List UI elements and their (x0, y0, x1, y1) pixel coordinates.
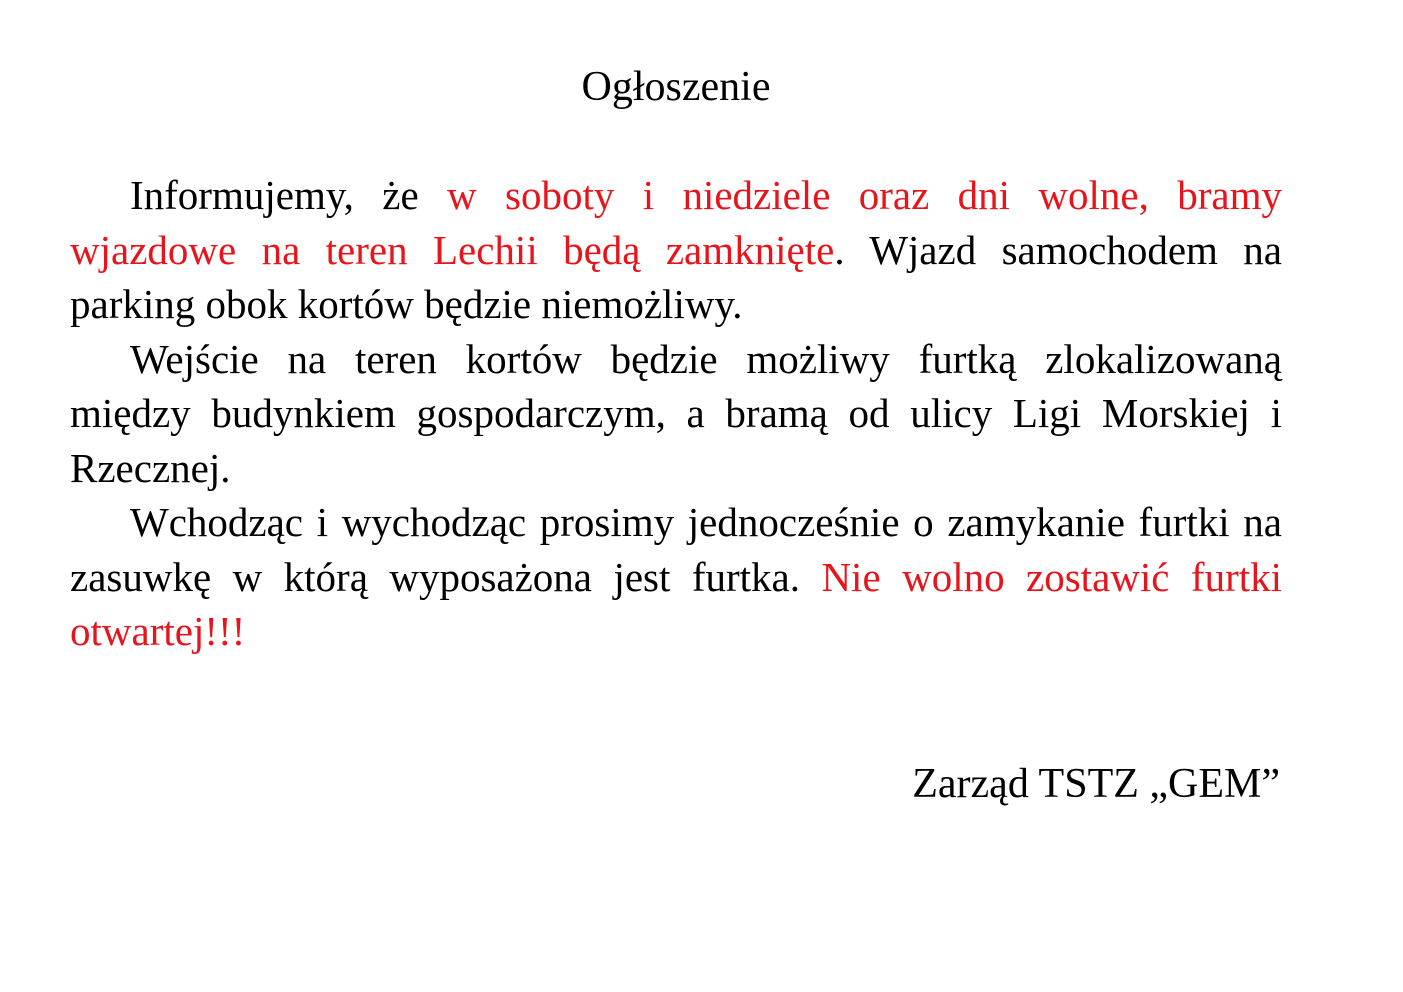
paragraph-closure-intro: Informujemy, że (130, 172, 448, 218)
signature: Zarząd TSTZ „GEM” (912, 761, 1280, 807)
paragraph-entrance-text: Wejście na teren kortów będzie możliwy furtką zlokalizowaną między budynkiem gospodarczym, a bramą od ulicy Ligi Morskiej i Rzecznej. (70, 335, 1282, 491)
paragraph-gate (70, 495, 1282, 659)
paragraph-closure-rest: . Wjazd samochodem na parking obok kortów będzie niemożliwy. (70, 226, 1282, 327)
page-title: Ogłoszenie (581, 64, 771, 110)
gate-warning: Nie wolno zostawić furtki otwartej!!! (70, 553, 1283, 654)
paragraph-entrance (70, 332, 1282, 496)
paragraph-gate-text: Wchodząc i wychodząc prosimy jednocześnie o zamykanie furtki na zasuwkę w którą wyposażona jest furtka. (70, 499, 1282, 600)
paragraph-closure (70, 168, 1282, 332)
notice-body (70, 168, 1282, 659)
closure-highlight: w soboty i niedziele oraz dni wolne, bramy wjazdowe na teren Lechii będą zamknięte (70, 172, 1282, 273)
